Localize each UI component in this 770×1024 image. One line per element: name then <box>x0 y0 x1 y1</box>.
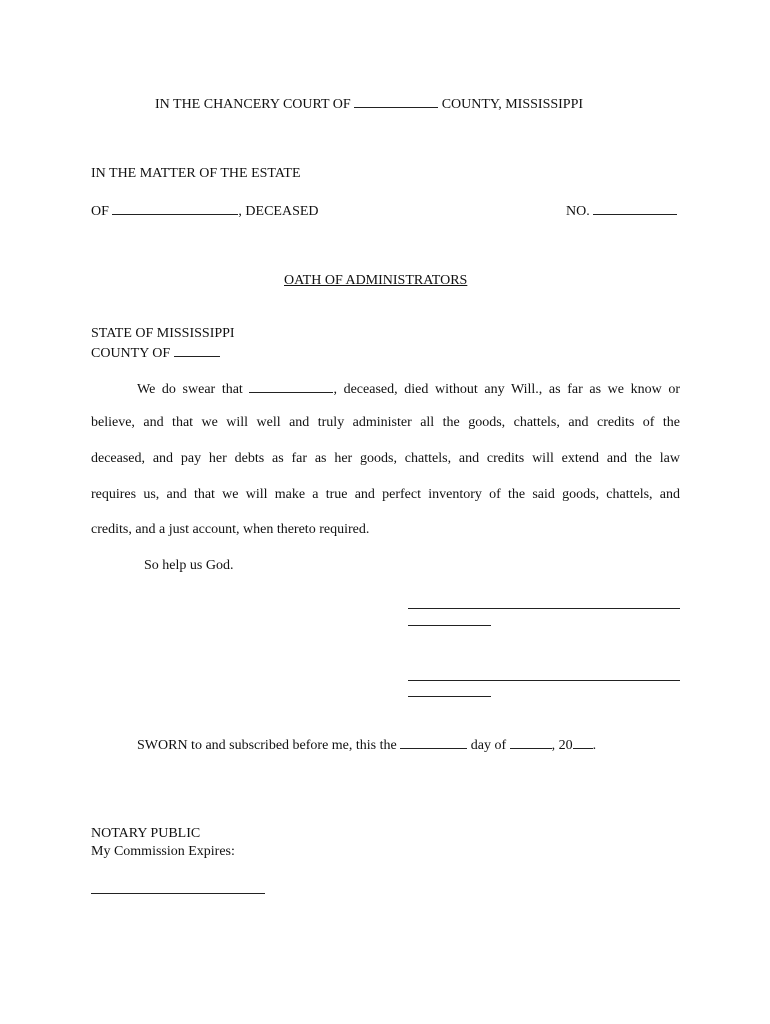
administrator-1-signature-line[interactable] <box>408 608 680 609</box>
court-header-suffix: COUNTY, MISSISSIPPI <box>441 97 584 112</box>
oath-line-1-prefix: We do swear that <box>137 382 243 397</box>
venue-county-blank[interactable] <box>174 344 220 357</box>
administrator-1-name-line[interactable] <box>408 625 491 626</box>
notary-title: NOTARY PUBLIC <box>91 826 201 841</box>
venue-county-label: COUNTY OF <box>91 346 171 361</box>
sworn-year-prefix: , 20 <box>551 738 573 753</box>
oath-line-4: requires us, and that we will make a true and perfect inventory of the said goods, chattels, and <box>91 487 680 502</box>
decedent-name-blank[interactable] <box>112 202 238 215</box>
oath-line-2: believe, and that we will well and truly administer all the goods, chattels, and credits of the <box>91 415 680 430</box>
oath-line-1-suffix: , deceased, died without any Will., as far as we know or <box>333 382 680 397</box>
deceased-label: , DECEASED <box>238 204 319 219</box>
case-number-blank[interactable] <box>593 202 677 215</box>
county-name-blank[interactable] <box>354 95 438 108</box>
commission-expires-label: My Commission Expires: <box>91 844 235 859</box>
venue-county-line <box>91 344 220 362</box>
sworn-year-blank[interactable] <box>573 736 593 749</box>
oath-line-3: deceased, and pay her debts as far as her goods, chattels, and credits will extend and the law <box>91 451 680 466</box>
decedent-name-oath-blank[interactable] <box>249 380 333 393</box>
case-number-label: NO. <box>566 204 590 219</box>
matter-line: IN THE MATTER OF THE ESTATE <box>91 166 301 181</box>
sworn-day-of-label: day of <box>470 738 507 753</box>
venue-state: STATE OF MISSISSIPPI <box>91 326 235 341</box>
oath-line-5: credits, and a just account, when thereto required. <box>91 522 370 537</box>
sworn-month-blank[interactable] <box>510 736 552 749</box>
administrator-2-signature-line[interactable] <box>408 680 680 681</box>
case-number-line <box>566 202 677 220</box>
sworn-end: . <box>592 738 597 753</box>
closing-text: So help us God. <box>144 558 234 573</box>
sworn-text: SWORN to and subscribed before me, this the <box>137 738 397 753</box>
sworn-day-blank[interactable] <box>400 736 467 749</box>
commission-expiry-line[interactable] <box>91 893 265 894</box>
oath-line-1 <box>137 380 680 398</box>
court-header-prefix: IN THE CHANCERY COURT OF <box>155 97 351 112</box>
estate-of-label: OF <box>91 204 109 219</box>
court-header <box>155 95 583 113</box>
sworn-clause <box>137 736 596 754</box>
estate-of-line <box>91 202 319 220</box>
document-title: OATH OF ADMINISTRATORS <box>284 273 468 288</box>
administrator-2-name-line[interactable] <box>408 696 491 697</box>
